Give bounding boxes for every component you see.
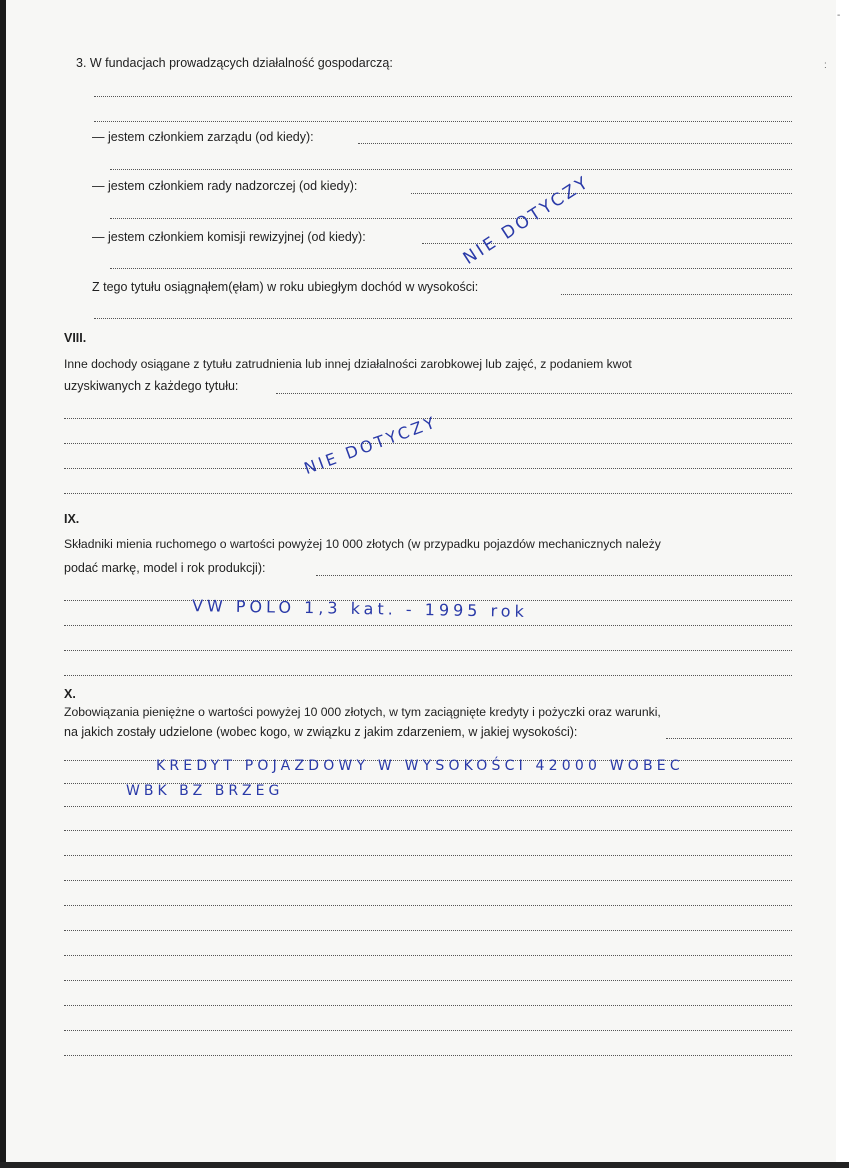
- margin-mark: -: [837, 10, 841, 21]
- fill-line: [94, 96, 792, 97]
- fill-line: [64, 1030, 792, 1031]
- fill-line: [110, 169, 792, 170]
- fill-line: [276, 393, 792, 394]
- handwritten-loan-line1: KREDYT POJAZDOWY W WYSOKOŚCI 42000 WOBEC: [156, 758, 684, 774]
- audit-member-label: — jestem członkiem komisji rewizyjnej (od kiedy):: [92, 230, 366, 244]
- fill-line: [94, 121, 792, 122]
- section-ix-line1: Składniki mienia ruchomego o wartości powyżej 10 000 złotych (w przypadku pojazdów mechanicznych należy: [64, 537, 661, 551]
- fill-line: [110, 268, 792, 269]
- fill-line: [64, 905, 792, 906]
- handwritten-vehicle: VW POLO 1,3 kat. - 1995 rok: [191, 596, 528, 621]
- board-member-label: — jestem członkiem zarządu (od kiedy):: [92, 130, 314, 144]
- fill-line: [64, 468, 792, 469]
- section-viii-line2: uzyskiwanych z każdego tytułu:: [64, 379, 239, 393]
- handwritten-not-applicable: NIE DOTYCZY: [459, 171, 594, 269]
- fill-line: [64, 830, 792, 831]
- section-viii-numeral: VIII.: [64, 331, 87, 345]
- scan-edge: [0, 1162, 849, 1168]
- fill-line: [64, 880, 792, 881]
- fill-line: [110, 218, 792, 219]
- fill-line: [64, 930, 792, 931]
- fill-line: [666, 738, 792, 739]
- section-viii-line1: Inne dochody osiągane z tytułu zatrudnienia lub innej działalności zarobkowej lub zajęć, z podaniem kwot: [64, 357, 632, 371]
- fill-line: [64, 650, 792, 651]
- fill-line: [64, 493, 792, 494]
- section-ix-numeral: IX.: [64, 512, 80, 526]
- supervisory-member-label: — jestem członkiem rady nadzorczej (od kiedy):: [92, 179, 358, 193]
- fill-line: [64, 675, 792, 676]
- handwritten-loan-line2: WBK BZ BRZEG: [126, 783, 284, 799]
- fill-line: [561, 294, 792, 295]
- scan-edge: [824, 0, 849, 1168]
- item3-label: 3. W fundacjach prowadzących działalność gospodarczą:: [76, 56, 393, 70]
- fill-line: [64, 806, 792, 807]
- handwritten-not-applicable: NIE DOTYCZY: [301, 412, 440, 478]
- fill-line: [64, 1005, 792, 1006]
- fill-line: [64, 980, 792, 981]
- fill-line: [316, 575, 792, 576]
- fill-line: [64, 1055, 792, 1056]
- fill-line: [64, 855, 792, 856]
- fill-line: [94, 318, 792, 319]
- margin-mark: :: [824, 60, 827, 71]
- fill-line: [64, 443, 792, 444]
- fill-line: [411, 193, 792, 194]
- fill-line: [358, 143, 792, 144]
- form-page: [6, 0, 836, 1162]
- section-ix-line2: podać markę, model i rok produkcji):: [64, 561, 266, 575]
- section-x-line2: na jakich zostały udzielone (wobec kogo, w związku z jakim zdarzeniem, w jakiej wysokości):: [64, 725, 578, 739]
- section-x-numeral: X.: [64, 687, 76, 701]
- fill-line: [64, 625, 792, 626]
- section-x-line1: Zobowiązania pieniężne o wartości powyżej 10 000 złotych, w tym zaciągnięte kredyty i pożyczki oraz warunki,: [64, 705, 661, 719]
- income-label: Z tego tytułu osiągnąłem(ęłam) w roku ubiegłym dochód w wysokości:: [92, 280, 479, 294]
- fill-line: [64, 955, 792, 956]
